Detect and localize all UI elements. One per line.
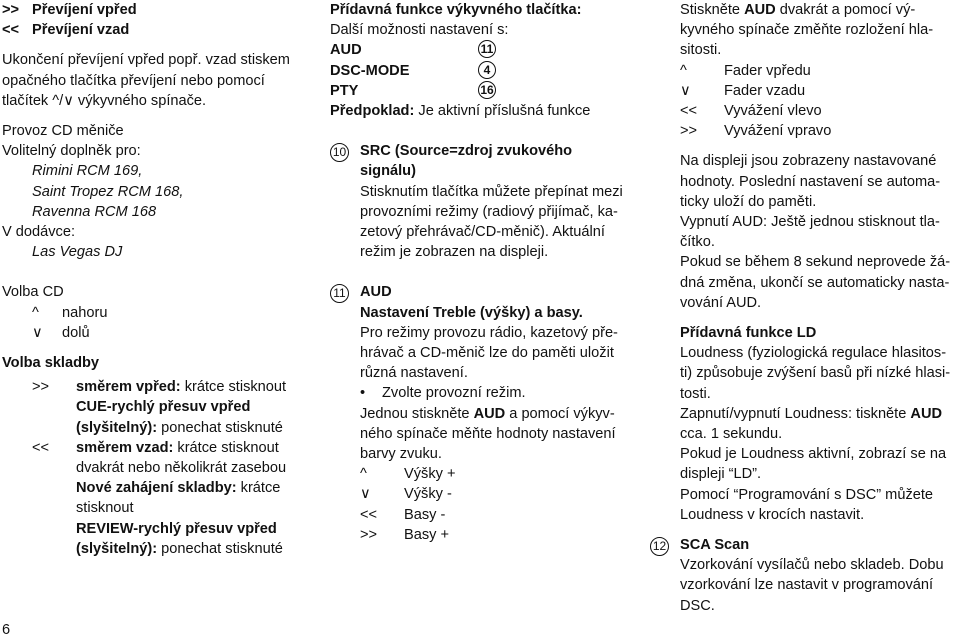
list-item-label: Vyvážení vlevo: [724, 103, 822, 120]
circled-number: 16: [478, 81, 496, 99]
paragraph-line: Pro režimy provozu rádio, kazetový pře-: [360, 324, 618, 341]
button-name: AUD: [910, 405, 943, 422]
description: krátce stisknout: [180, 379, 287, 396]
section-subheading: Nastavení Treble (výšky) a basy.: [360, 304, 583, 321]
paragraph-line: Loudness v krocích nastavit.: [680, 506, 865, 523]
model-name: Las Vegas DJ: [32, 244, 123, 261]
paragraph-line: DSC.: [680, 597, 715, 614]
paragraph-line: V dodávce:: [2, 224, 76, 241]
description: krátce: [236, 480, 281, 497]
term: směrem vpřed:: [76, 379, 181, 396]
section-11: [330, 282, 630, 545]
bullet-item: • Zvolte provozní režim.: [360, 383, 630, 403]
section-10: [330, 141, 630, 262]
section-heading: AUD: [360, 284, 392, 301]
paragraph-line: provozními režimy (radiový přijímač, ka-: [360, 203, 618, 220]
list-item-label: Fader vzadu: [724, 82, 806, 99]
paragraph-line: režim je zobrazen na displeji.: [360, 244, 549, 261]
paragraph-line: displeji “LD”.: [680, 466, 762, 483]
section-heading: SCA Scan: [680, 537, 750, 554]
circled-number: 11: [330, 284, 349, 303]
list-item: [2, 20, 312, 40]
section-title: Přídavná funkce výkyvného tlačítka:: [330, 2, 582, 18]
paragraph-line: sitosti.: [680, 42, 722, 59]
term: Předpoklad:: [330, 103, 415, 120]
column-right: [650, 0, 956, 616]
term: REVIEW-rychlý přesuv vpřed: [76, 520, 277, 537]
description: ponechat stisknuté: [157, 419, 283, 436]
paragraph-line: Pomocí “Programování s DSC” můžete: [680, 486, 934, 503]
list-item: [2, 303, 312, 323]
section-title: Přídavná funkce LD: [680, 325, 817, 342]
paragraph-text: a pomocí výkyv-: [505, 405, 615, 422]
model-name: Rimini RCM 169,: [32, 163, 143, 180]
code-row: [330, 61, 630, 81]
term: (slyšitelný):: [76, 419, 158, 436]
list-item-label: Převíjení vpřed: [32, 2, 137, 18]
column-middle: [330, 0, 630, 545]
description: dvakrát nebo několikrát zasebou: [76, 460, 287, 477]
backward-symbol: <<: [32, 439, 50, 456]
list-item-label: Basy +: [404, 526, 450, 543]
paragraph-line: Vzorkování vysílačů nebo skladeb. Dobu: [680, 557, 944, 574]
paragraph-line: hrávač a CD-měnič lze do paměti uložit: [360, 345, 614, 362]
paragraph-text: Stiskněte: [680, 2, 745, 18]
paragraph-line: ti) způsobuje zvýšení basů při nízké hlasi-: [680, 365, 951, 382]
up-symbol: ^: [32, 304, 39, 321]
paragraph-line: vzorkování lze nastavit v programování: [680, 577, 934, 594]
paragraph-line: čítko.: [680, 234, 715, 251]
list-item: [360, 505, 630, 525]
code-row: [330, 81, 630, 101]
description: stisknout: [76, 500, 134, 517]
list-item: [2, 323, 312, 343]
section-title: Volba CD: [2, 284, 64, 301]
button-name: AUD: [744, 2, 776, 18]
code-label: AUD: [330, 42, 362, 59]
page-number: 6: [2, 622, 11, 638]
list-item: [360, 484, 630, 504]
paragraph-line: různá nastavení.: [360, 365, 468, 382]
description: Je aktivní příslušná funkce: [414, 103, 591, 120]
paragraph-line: Na displeji jsou zobrazeny nastavované: [680, 153, 937, 170]
list-item-label: Výšky +: [404, 466, 456, 483]
section-12: [650, 535, 956, 616]
list-item-label: Fader vpředu: [724, 62, 811, 79]
paragraph-line: kyvného spínače změňte rozložení hla-: [680, 22, 934, 39]
list-item-label: Basy -: [404, 506, 446, 523]
code-label: DSC-MODE: [330, 62, 410, 79]
down-symbol: ∨: [32, 324, 43, 341]
paragraph-line: Volitelný doplněk pro:: [2, 143, 141, 160]
column-left: [2, 0, 312, 559]
section-title: Provoz CD měniče: [2, 123, 124, 140]
paragraph-line: Loudness (fyziologická regulace hlasitos-: [680, 345, 947, 362]
forward-symbol: >>: [32, 379, 50, 396]
paragraph-line: Ukončení převíjení vpřed popř. vzad stiskem: [2, 52, 290, 69]
circled-number: 4: [478, 61, 496, 79]
paragraph-line: Pokud se během 8 sekund neprovede žá-: [680, 254, 951, 271]
paragraph-line: ticky uloží do paměti.: [680, 193, 817, 210]
paragraph-text: Jednou stiskněte: [360, 405, 474, 422]
paragraph-line: tosti.: [680, 385, 711, 402]
up-symbol: ^: [360, 466, 367, 483]
paragraph-line: hodnoty. Poslední nastavení se automa-: [680, 173, 941, 190]
paragraph-text: Zapnutí/vypnutí Loudness: tiskněte: [680, 405, 911, 422]
list-item-label: dolů: [62, 324, 90, 341]
paragraph-line: barvy zvuku.: [360, 446, 442, 463]
paragraph-line: ného spínače měňte hodnoty nastavení: [360, 425, 616, 442]
term: CUE-rychlý přesuv vpřed: [76, 399, 251, 416]
list-item: [2, 0, 312, 20]
paragraph-line: Další možnosti nastavení s:: [330, 22, 509, 39]
forward-symbol: >>: [2, 2, 20, 18]
section-heading: SRC (Source=zdroj zvukového signálu): [360, 143, 573, 180]
paragraph-line: Stisknutím tlačítka můžete přepínat mezi: [360, 183, 623, 200]
paragraph-line: Vypnutí AUD: Ještě jednou stisknout tla-: [680, 214, 940, 231]
list-item: [680, 81, 956, 101]
paragraph-line: vování AUD.: [680, 294, 762, 311]
list-item: [2, 377, 312, 397]
paragraph-line: cca. 1 sekundu.: [680, 426, 783, 443]
code-label: PTY: [330, 82, 359, 99]
term: Nové zahájení skladby:: [76, 480, 237, 497]
circled-number: 10: [330, 143, 349, 162]
list-item: [2, 438, 312, 458]
code-row: [330, 40, 630, 60]
paragraph-text: dvakrát a pomocí vý-: [775, 2, 916, 18]
button-name: AUD: [473, 405, 506, 422]
term: (slyšitelný):: [76, 540, 158, 557]
term: směrem vzad:: [76, 439, 174, 456]
paragraph-line: Pokud je Loudness aktivní, zobrazí se na: [680, 446, 947, 463]
backward-symbol: <<: [680, 103, 698, 120]
list-item-label: Převíjení vzad: [32, 22, 130, 39]
model-name: Ravenna RCM 168: [32, 203, 157, 220]
list-item: [680, 121, 956, 141]
description: krátce stisknout: [173, 439, 279, 456]
paragraph-line: opačného tlačítka převíjení nebo pomocí: [2, 72, 265, 89]
paragraph-line: tlačítek ^/∨ výkyvného spínače.: [2, 92, 207, 109]
list-item: [360, 464, 630, 484]
list-item: [680, 101, 956, 121]
circled-number: 11: [478, 40, 496, 58]
backward-symbol: <<: [360, 506, 378, 523]
model-name: Saint Tropez RCM 168,: [32, 183, 184, 200]
down-symbol: ∨: [360, 486, 371, 503]
forward-symbol: >>: [680, 123, 698, 140]
list-item-label: nahoru: [62, 304, 108, 321]
paragraph-line: zetový přehrávač/CD-měnič). Aktuální: [360, 224, 605, 241]
down-symbol: ∨: [680, 82, 691, 99]
paragraph-line: dná změna, ukončí se automaticky nasta-: [680, 274, 950, 291]
section-title: Volba skladby: [2, 355, 100, 372]
up-symbol: ^: [680, 62, 687, 79]
circled-number: 12: [650, 537, 669, 556]
list-item: [680, 61, 956, 81]
backward-symbol: <<: [2, 22, 20, 39]
list-item: [360, 525, 630, 545]
list-item-label: Výšky -: [404, 486, 452, 503]
list-item-label: Vyvážení vpravo: [724, 123, 832, 140]
description: ponechat stisknuté: [157, 540, 283, 557]
forward-symbol: >>: [360, 526, 378, 543]
